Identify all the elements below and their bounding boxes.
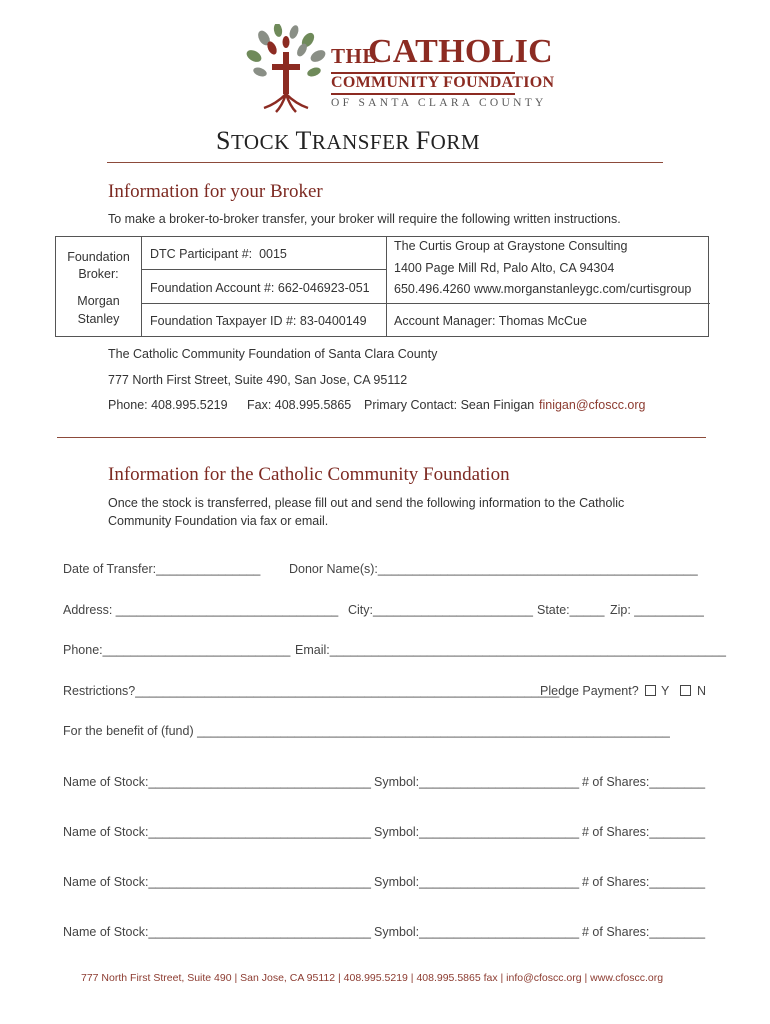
stock-name-field[interactable]: Name of Stock:________________________________ bbox=[63, 875, 371, 889]
account-manager: Account Manager: Thomas McCue bbox=[394, 314, 587, 328]
page-footer: 777 North First Street, Suite 490 | San Jose, CA 95112 | 408.995.5219 | 408.995.5865 fax | info@cfoscc.org | www.cfoscc.org bbox=[81, 972, 664, 984]
section-rule bbox=[57, 437, 706, 438]
contact-email-link[interactable]: finigan@cfoscc.org bbox=[539, 398, 646, 412]
city-field[interactable]: City:_______________________ bbox=[348, 603, 533, 617]
stock-symbol-field[interactable]: Symbol:_______________________ bbox=[374, 925, 580, 939]
pledge-no-checkbox[interactable] bbox=[680, 685, 691, 696]
foundation-section-heading: Information for the Catholic Community Foundation bbox=[108, 464, 510, 485]
broker-group-address: 1400 Page Mill Rd, Palo Alto, CA 94304 bbox=[394, 261, 615, 275]
date-of-transfer-field[interactable]: Date of Transfer:_______________ bbox=[63, 562, 261, 576]
pledge-payment-label: Pledge Payment? bbox=[540, 684, 639, 698]
stock-shares-field[interactable]: # of Shares:________ bbox=[582, 875, 706, 889]
stock-name-field[interactable]: Name of Stock:________________________________ bbox=[63, 925, 371, 939]
broker-intro: To make a broker-to-broker transfer, your broker will require the following written instructions. bbox=[108, 212, 621, 226]
pledge-yes-label: Y bbox=[661, 684, 670, 698]
logo-community-foundation: COMMUNITY FOUNDATION bbox=[331, 74, 555, 91]
foundation-intro-line2: Community Foundation via fax or email. bbox=[108, 514, 329, 528]
state-field[interactable]: State:_____ bbox=[537, 603, 605, 617]
page-title: STOCK TRANSFER FORM bbox=[216, 126, 481, 155]
logo-county: OF SANTA CLARA COUNTY bbox=[331, 97, 547, 109]
stock-symbol-field[interactable]: Symbol:_______________________ bbox=[374, 825, 580, 839]
dtc-participant: DTC Participant #: 0015 bbox=[150, 247, 287, 261]
broker-group-name: The Curtis Group at Graystone Consulting bbox=[394, 239, 628, 253]
logo-catholic: CATHOLIC bbox=[368, 33, 554, 70]
zip-field[interactable]: Zip: __________ bbox=[610, 603, 704, 617]
address-field[interactable]: Address: ________________________________ bbox=[63, 603, 339, 617]
stock-shares-field[interactable]: # of Shares:________ bbox=[582, 825, 706, 839]
logo-divider bbox=[331, 93, 515, 95]
stock-shares-field[interactable]: # of Shares:________ bbox=[582, 775, 706, 789]
broker-instructions-table bbox=[55, 236, 709, 337]
stock-symbol-field[interactable]: Symbol:_______________________ bbox=[374, 875, 580, 889]
stock-shares-field[interactable]: # of Shares:________ bbox=[582, 925, 706, 939]
stock-symbol-field[interactable]: Symbol:_______________________ bbox=[374, 775, 580, 789]
foundation-name: The Catholic Community Foundation of Santa Clara County bbox=[108, 347, 438, 361]
broker-section-heading: Information for your Broker bbox=[108, 181, 323, 202]
broker-group-contact: 650.496.4260 www.morganstanleygc.com/curtisgroup bbox=[394, 282, 692, 296]
benefit-fund-field[interactable]: For the benefit of (fund) ____________________________________________________________________ bbox=[63, 724, 670, 738]
primary-contact: Primary Contact: Sean Finigan bbox=[364, 398, 535, 412]
broker-name: Morgan Stanley bbox=[77, 294, 120, 326]
restrictions-field[interactable]: Restrictions?_____________________________________________________________ bbox=[63, 684, 560, 698]
stock-name-field[interactable]: Name of Stock:________________________________ bbox=[63, 775, 371, 789]
foundation-fax: Fax: 408.995.5865 bbox=[247, 398, 352, 412]
stock-name-field[interactable]: Name of Stock:________________________________ bbox=[63, 825, 371, 839]
broker-label: Foundation Broker: bbox=[67, 250, 130, 281]
email-field[interactable]: Email:_________________________________________________________ bbox=[295, 643, 726, 657]
foundation-account: Foundation Account #: 662-046923-051 bbox=[150, 281, 370, 295]
foundation-taxpayer-id: Foundation Taxpayer ID #: 83-0400149 bbox=[150, 314, 367, 328]
foundation-logo-tree-icon bbox=[246, 24, 330, 114]
foundation-intro-line1: Once the stock is transferred, please fill out and send the following information to the Catholic bbox=[108, 496, 625, 510]
phone-field[interactable]: Phone:___________________________ bbox=[63, 643, 291, 657]
logo-the: THE bbox=[331, 44, 377, 68]
foundation-phone: Phone: 408.995.5219 bbox=[108, 398, 228, 412]
title-rule bbox=[107, 162, 663, 163]
foundation-address: 777 North First Street, Suite 490, San Jose, CA 95112 bbox=[108, 373, 408, 387]
donor-name-field[interactable]: Donor Name(s):______________________________________________ bbox=[289, 562, 698, 576]
pledge-no-label: N bbox=[697, 684, 707, 698]
pledge-yes-checkbox[interactable] bbox=[645, 685, 656, 696]
